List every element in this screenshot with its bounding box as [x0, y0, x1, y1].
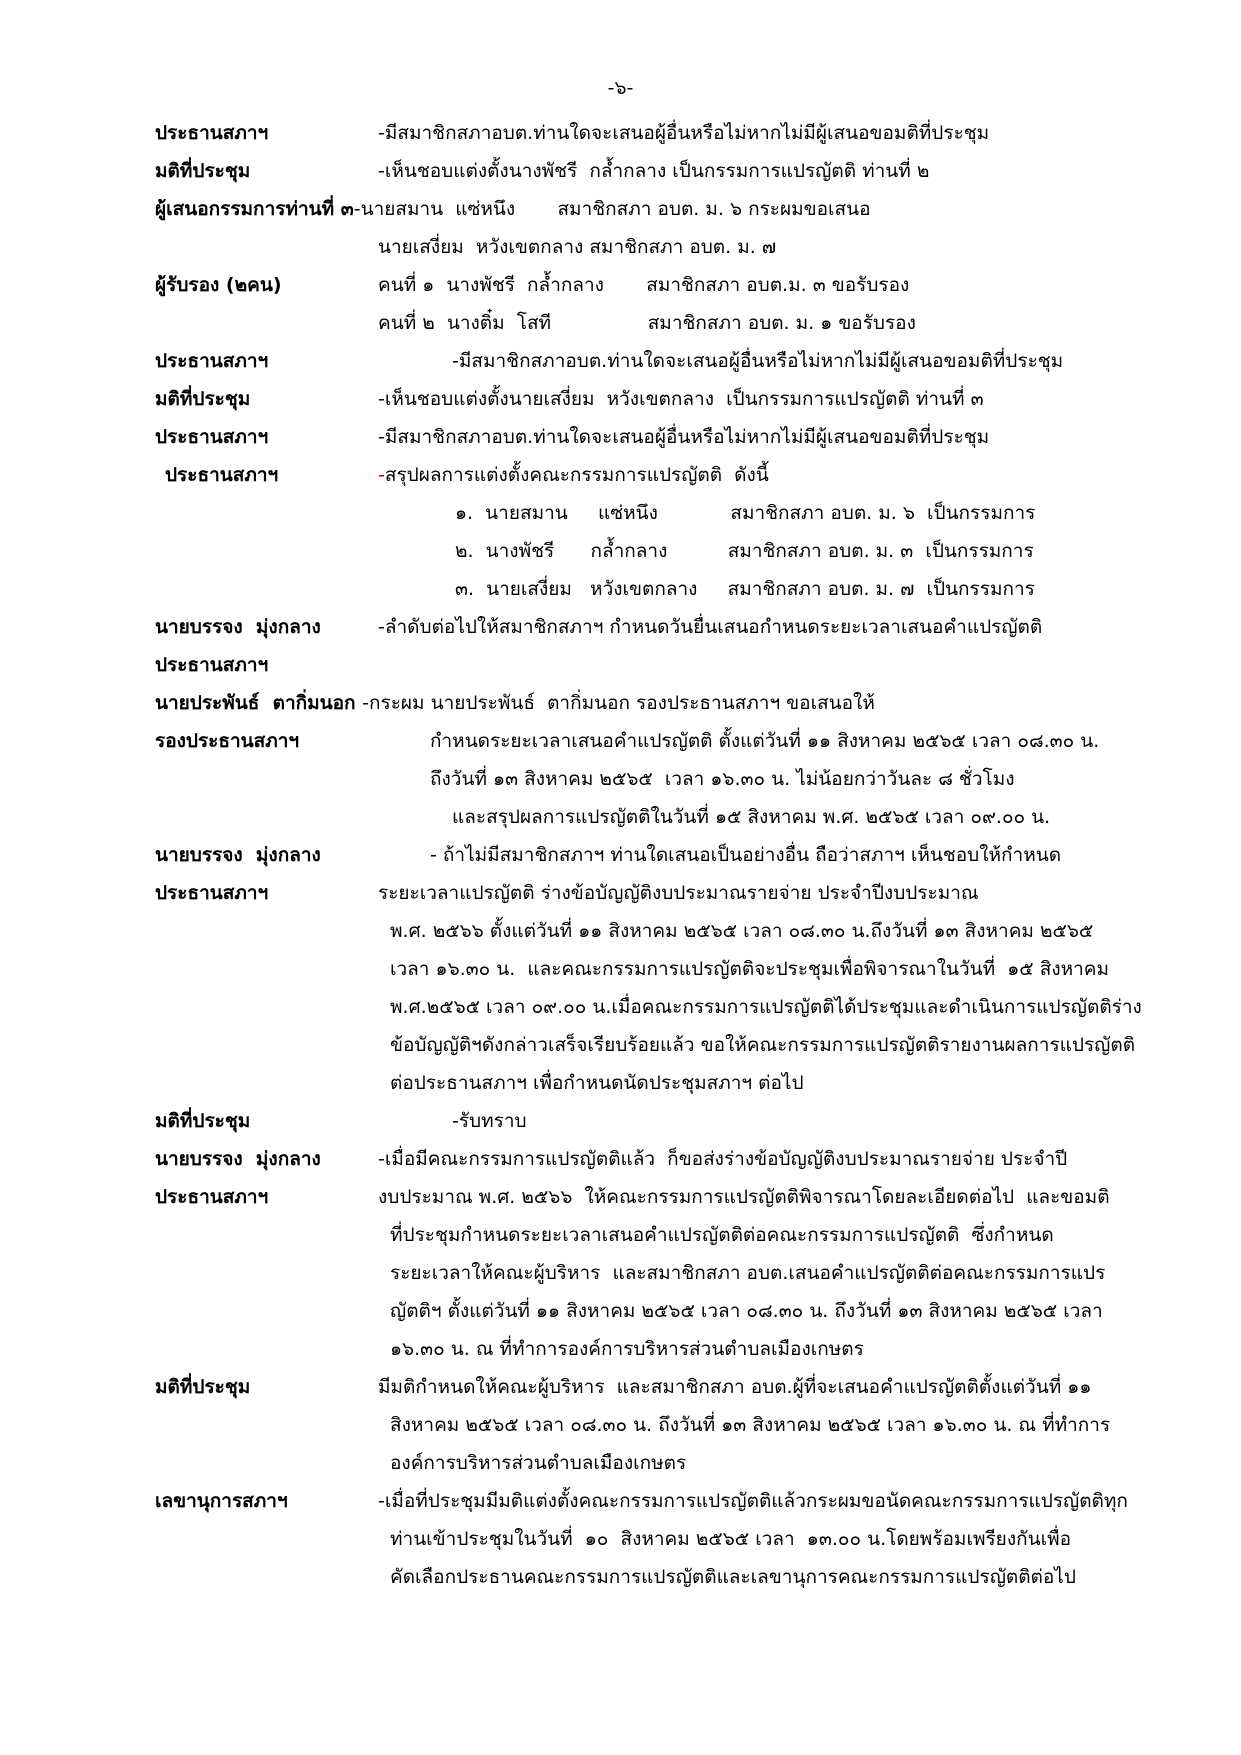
line-text: -รับทราบ	[452, 1110, 527, 1132]
speaker-label: ผู้เสนอกรรมการท่านที่ ๓	[155, 198, 354, 220]
document-line	[155, 570, 1165, 608]
document-line	[155, 1482, 1165, 1520]
speaker-label: นายบรรจง มุ่งกลาง	[155, 1148, 321, 1170]
document-line	[155, 304, 1165, 342]
line-text: กำหนดระยะเวลาเสนอคำแปรญัตติ ตั้งแต่วันที่ ๑๑ สิงหาคม ๒๕๖๕ เวลา ๐๘.๓๐ น.	[430, 730, 1100, 752]
speaker-label: ประธานสภาฯ	[155, 350, 269, 372]
line-text: สิงหาคม ๒๕๖๕ เวลา ๐๘.๓๐ น. ถึงวันที่ ๑๓ สิงหาคม ๒๕๖๕ เวลา ๑๖.๓๐ น. ณ ที่ทำการ	[390, 1414, 1111, 1436]
line-text: คนที่ ๑ นางพัชรี กล้ำกลาง สมาชิกสภา อบต.ม. ๓ ขอรับรอง	[378, 274, 910, 296]
line-text: -กระผม นายประพันธ์ ตากิ่มนอก รองประธานสภาฯ ขอเสนอให้	[362, 692, 875, 714]
document-line	[155, 152, 1165, 190]
line-text: ที่ประชุมกำหนดระยะเวลาเสนอคำแปรญัตติต่อคณะกรรมการแปรญัตติ ซึ่งกำหนด	[390, 1224, 1054, 1246]
document-line	[155, 418, 1165, 456]
line-text: -นายสมาน แซ่หนึง สมาชิกสภา อบต. ม. ๖ กระผมขอเสนอ	[353, 198, 871, 220]
document-line	[155, 1444, 1165, 1482]
line-text: ๒. นางพัชรี กล้ำกลาง สมาชิกสภา อบต. ม. ๓ เป็นกรรมการ	[455, 540, 1034, 562]
line-text: งบประมาณ พ.ศ. ๒๕๖๖ ให้คณะกรรมการแปรญัตติพิจารณาโดยละเอียดต่อไป และขอมติ	[378, 1186, 1110, 1208]
speaker-label: มติที่ประชุม	[155, 160, 251, 182]
document-line	[155, 114, 1165, 152]
line-text: ระยะเวลาแปรญัตติ ร่างข้อบัญญัติงบประมาณรายจ่าย ประจำปีงบประมาณ	[378, 882, 979, 904]
speaker-label: มติที่ประชุม	[155, 1110, 251, 1132]
line-text: -มีสมาชิกสภาอบต.ท่านใดจะเสนอผู้อื่นหรือไม่หากไม่มีผู้เสนอขอมติที่ประชุม	[378, 122, 990, 144]
document-line	[155, 1216, 1165, 1254]
line-text: -ลำดับต่อไปให้สมาชิกสภาฯ กำหนดวันยื่นเสนอกำหนดระยะเวลาเสนอคำแปรญัตติ	[378, 616, 1043, 638]
document-line	[155, 912, 1165, 950]
document-line	[155, 1254, 1165, 1292]
speaker-label: ประธานสภาฯ	[155, 1186, 269, 1208]
line-text: ต่อประธานสภาฯ เพื่อกำหนดนัดประชุมสภาฯ ต่อไป	[390, 1072, 804, 1094]
line-text: - ถ้าไม่มีสมาชิกสภาฯ ท่านใดเสนอเป็นอย่างอื่น ถือว่าสภาฯ เห็นชอบให้กำหนด	[430, 844, 1062, 866]
document-line	[155, 1178, 1165, 1216]
line-text: ๓. นายเสงี่ยม หวังเขตกลาง สมาชิกสภา อบต. ม. ๗ เป็นกรรมการ	[455, 578, 1035, 600]
line-text: -เมื่อที่ประชุมมีมติแต่งตั้งคณะกรรมการแปรญัตติแล้วกระผมขอนัดคณะกรรมการแปรญัตติทุก	[378, 1490, 1128, 1512]
document-line	[155, 1330, 1165, 1368]
page-number: -๖-	[607, 77, 634, 99]
document-line	[155, 684, 1165, 722]
speaker-label: ผู้รับรอง (๒คน)	[155, 274, 282, 296]
line-text: พ.ศ.๒๕๖๕ เวลา ๐๙.๐๐ น.เมื่อคณะกรรมการแปรญัตติได้ประชุมและดำเนินการแปรญัตติร่าง	[390, 996, 1142, 1018]
speaker-label: ประธานสภาฯ	[155, 654, 269, 676]
line-text: -เห็นชอบแต่งตั้งนายเสงี่ยม หวังเขตกลาง เป็นกรรมการแปรญัตติ ท่านที่ ๓	[378, 388, 984, 410]
line-text: ท่านเข้าประชุมในวันที่ ๑๐ สิงหาคม ๒๕๖๕ เวลา ๑๓.๐๐ น.โดยพร้อมเพรียงกันเพื่อ	[390, 1528, 1072, 1550]
document-line	[155, 532, 1165, 570]
line-text: ๑๖.๓๐ น. ณ ที่ทำการองค์การบริหารส่วนตำบลเมืองเกษตร	[390, 1338, 864, 1360]
document-line	[155, 608, 1165, 646]
line-text: -เห็นชอบแต่งตั้งนางพัชรี กล้ำกลาง เป็นกรรมการแปรญัตติ ท่านที่ ๒	[378, 160, 930, 182]
speaker-label: ประธานสภาฯ	[165, 464, 279, 486]
document-line	[155, 190, 1165, 228]
document-body	[155, 114, 1165, 1596]
document-line	[155, 342, 1165, 380]
document-line	[155, 494, 1165, 532]
line-text: -มีสมาชิกสภาอบต.ท่านใดจะเสนอผู้อื่นหรือไม่หากไม่มีผู้เสนอขอมติที่ประชุม	[452, 350, 1064, 372]
speaker-label: มติที่ประชุม	[155, 388, 251, 410]
speaker-label: ประธานสภาฯ	[155, 882, 269, 904]
line-text: -สรุปผลการแต่งตั้งคณะกรรมการแปรญัตติ ดังนี้	[378, 464, 769, 486]
document-line	[155, 380, 1165, 418]
document-line	[155, 1558, 1165, 1596]
document-line	[155, 1368, 1165, 1406]
speaker-label: ประธานสภาฯ	[155, 122, 269, 144]
document-line	[155, 1102, 1165, 1140]
line-text: ข้อบัญญัติฯดังกล่าวเสร็จเรียบร้อยแล้ว ขอให้คณะกรรมการแปรญัตติรายงานผลการแปรญัตติ	[390, 1034, 1136, 1056]
document-line	[155, 988, 1165, 1026]
document-line	[155, 950, 1165, 988]
speaker-label: นายประพันธ์ ตากิ่มนอก	[155, 692, 363, 714]
document-line	[155, 798, 1165, 836]
line-text: ถึงวันที่ ๑๓ สิงหาคม ๒๕๖๕ เวลา ๑๖.๓๐ น. ไม่น้อยกว่าวันละ ๘ ชั่วโมง	[430, 768, 1015, 790]
document-line	[155, 1064, 1165, 1102]
line-text: พ.ศ. ๒๕๖๖ ตั้งแต่วันที่ ๑๑ สิงหาคม ๒๕๖๕ เวลา ๐๘.๓๐ น.ถึงวันที่ ๑๓ สิงหาคม ๒๕๖๕	[390, 920, 1094, 942]
speaker-label: รองประธานสภาฯ	[155, 730, 300, 752]
red-dash: -	[378, 464, 385, 486]
line-text: ระยะเวลาให้คณะผู้บริหาร และสมาชิกสภา อบต.เสนอคำแปรญัตติต่อคณะกรรมการแปร	[390, 1262, 1106, 1284]
line-text: -มีสมาชิกสภาอบต.ท่านใดจะเสนอผู้อื่นหรือไม่หากไม่มีผู้เสนอขอมติที่ประชุม	[378, 426, 990, 448]
line-text: องค์การบริหารส่วนตำบลเมืองเกษตร	[390, 1452, 687, 1474]
document-line	[155, 836, 1165, 874]
line-text: นายเสงี่ยม หวังเขตกลาง สมาชิกสภา อบต. ม. ๗	[378, 236, 777, 258]
speaker-label: นายบรรจง มุ่งกลาง	[155, 844, 321, 866]
document-line	[155, 1026, 1165, 1064]
document-line	[155, 1520, 1165, 1558]
line-text: เวลา ๑๖.๓๐ น. และคณะกรรมการแปรญัตติจะประชุมเพื่อพิจารณาในวันที่ ๑๕ สิงหาคม	[390, 958, 1110, 980]
speaker-label: ประธานสภาฯ	[155, 426, 269, 448]
speaker-label: นายบรรจง มุ่งกลาง	[155, 616, 321, 638]
document-line	[155, 760, 1165, 798]
line-text: คัดเลือกประธานคณะกรรมการแปรญัตติและเลขานุการคณะกรรมการแปรญัตติต่อไป	[390, 1566, 1076, 1588]
line-text: คนที่ ๒ นางติ๋ม โสที สมาชิกสภา อบต. ม. ๑ ขอรับรอง	[378, 312, 916, 334]
line-text: -เมื่อมีคณะกรรมการแปรญัตติแล้ว ก็ขอส่งร่างข้อบัญญัติงบประมาณรายจ่าย ประจำปี	[378, 1148, 1068, 1170]
document-line	[155, 1406, 1165, 1444]
line-text: มีมติกำหนดให้คณะผู้บริหาร และสมาชิกสภา อบต.ผู้ที่จะเสนอคำแปรญัตติตั้งแต่วันที่ ๑๑	[378, 1376, 1092, 1398]
document-line	[155, 646, 1165, 684]
document-line	[155, 266, 1165, 304]
line-text: ๑. นายสมาน แซ่หนึง สมาชิกสภา อบต. ม. ๖ เป็นกรรมการ	[455, 502, 1036, 524]
speaker-label: มติที่ประชุม	[155, 1376, 251, 1398]
line-text: และสรุปผลการแปรญัตติในวันที่ ๑๕ สิงหาคม พ.ศ. ๒๕๖๕ เวลา ๐๙.๐๐ น.	[452, 806, 1051, 828]
speaker-label: เลขานุการสภาฯ	[155, 1490, 288, 1512]
document-line	[155, 228, 1165, 266]
line-text: ญัตติฯ ตั้งแต่วันที่ ๑๑ สิงหาคม ๒๕๖๕ เวลา ๐๘.๓๐ น. ถึงวันที่ ๑๓ สิงหาคม ๒๕๖๕ เวลา	[390, 1300, 1103, 1322]
document-line	[155, 1292, 1165, 1330]
document-line	[155, 1140, 1165, 1178]
document-line	[155, 456, 1165, 494]
document-line	[155, 722, 1165, 760]
document-line	[155, 874, 1165, 912]
